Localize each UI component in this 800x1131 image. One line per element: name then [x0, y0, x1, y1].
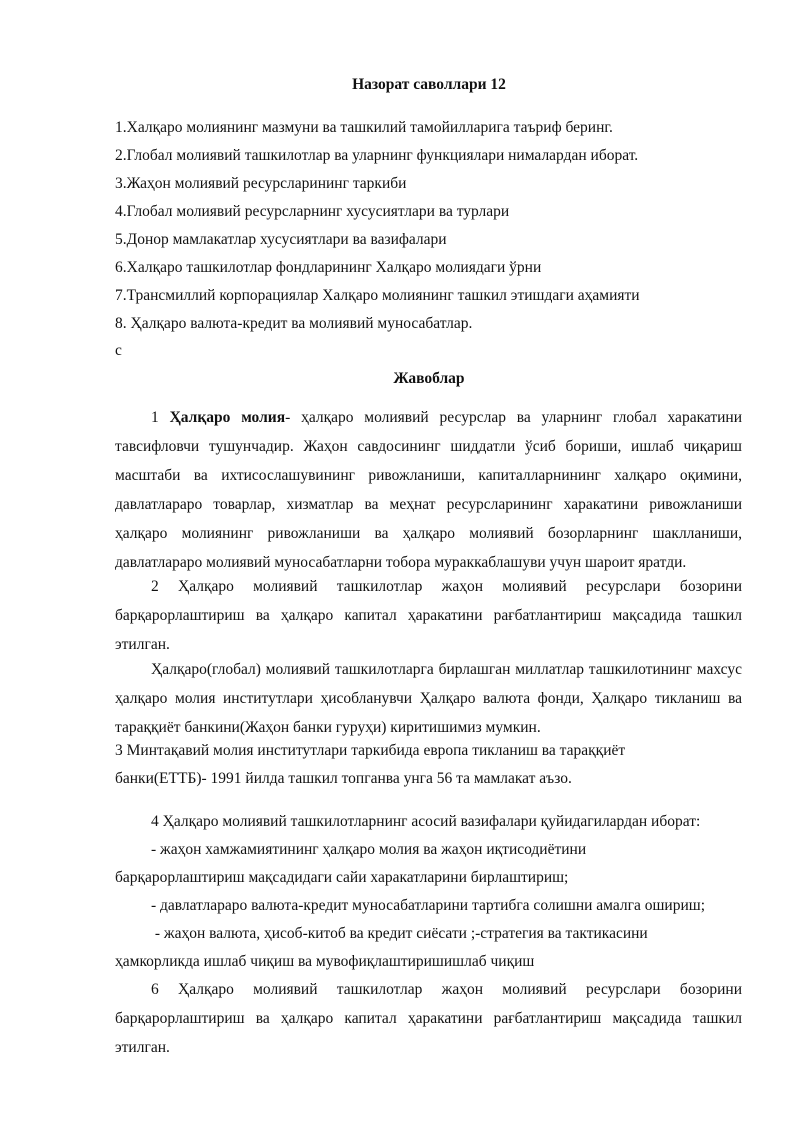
question-8: 8. Ҳалқаро валюта-кредит ва молиявий муносабатлар. — [115, 315, 473, 332]
answer-4-item-1-cont: барқарорлаштириш мақсадидаги сайи харакатларини бирлаштириш; — [115, 869, 569, 886]
answer-2: 2 Ҳалқаро молиявий ташкилотлар жаҳон молиявий ресурслари бозорини барқарорлаштириш ва ҳалқаро капитал ҳаракатини рағбатлантириш мақсадида ташкил этилган. — [115, 578, 742, 653]
question-7: 7.Трансмиллий корпорациялар Халқаро молиянинг ташкил этишдаги аҳамияти — [115, 287, 640, 304]
question-2: 2.Глобал молиявий ташкилотлар ва уларнинг функциялари нималардан иборат. — [115, 147, 639, 164]
answer-1-term: Ҳалқаро молия — [169, 409, 286, 426]
answer-4-item-2: - давлатлараро валюта-кредит муносабатларини тартибга солишни амалга ошириш; — [151, 897, 706, 914]
answer-4-item-3: - жаҳон валюта, ҳисоб-китоб ва кредит сиёсати ;-стратегия ва тактикасини — [151, 925, 648, 942]
question-6: 6.Халқаро ташкилотлар фондларининг Халқаро молиядаги ўрни — [115, 259, 542, 276]
question-3: 3.Жаҳон молиявий ресурсларининг таркиби — [115, 175, 407, 192]
answer-4-item-3-cont: ҳамкорликда ишлаб чиқиш ва мувофиқлаштиришишлаб чиқиш — [115, 953, 535, 970]
answers-title: Жавоблар — [393, 370, 465, 387]
answer-4-item-1: - жаҳон хамжамиятининг ҳалқаро молия ва жаҳон иқтисодиётини — [151, 841, 587, 858]
answer-1-number: 1 — [151, 409, 170, 426]
stray-character: с — [115, 342, 122, 359]
answer-2-continued: Ҳалқаро(глобал) молиявий ташкилотларга бирлашган миллатлар ташкилотининг махсус ҳалқаро молия институтлари ҳисобланувчи Ҳалқаро валюта фонди, Ҳалқаро тикланиш ва тараққиёт банкини(Жаҳон банки гуруҳи) киритишимиз мумкин. — [115, 661, 742, 736]
question-4: 4.Глобал молиявий ресурсларнинг хусусиятлари ва турлари — [115, 203, 510, 220]
answer-3-line-1: 3 Минтақавий молия институтлари таркибида европа тикланиш ва тараққиёт — [115, 742, 626, 759]
question-1: 1.Халқаро молиянинг мазмуни ва ташкилий тамойилларига таъриф беринг. — [115, 119, 613, 136]
answer-3-line-2: банки(ЕТТБ)- 1991 йилда ташкил топганва унга 56 та мамлакат аъзо. — [115, 770, 572, 787]
answer-1 — [115, 403, 742, 577]
answer-4-intro: 4 Ҳалқаро молиявий ташкилотларнинг асосий вазифалари қуйидагилардан иборат: — [151, 813, 701, 830]
page-title: Назорат саволлари 12 — [352, 76, 506, 93]
answer-1-text: - ҳалқаро молиявий ресурслар ва уларнинг глобал харакатини тавсифловчи тушунчадир. Жаҳон савдосининг шиддатли ўсиб бориши, ишлаб чиқариш масштаби ва ихтисослашувининг ривожланиши, капиталларнининг халқаро оқимини, давлатлараро товарлар, хизматлар ва меҳнат ресурсларининг харакатини ривожланиши ҳалқаро молиянинг ривожланиши ва ҳалқаро молиявий бозорларнинг шаклланиши, давлатлараро молиявий муносабатларни тобора мураккаблашуви учун шароит яратди. — [115, 409, 743, 571]
question-5: 5.Донор мамлакатлар хусусиятлари ва вазифалари — [115, 231, 447, 248]
answer-6: 6 Ҳалқаро молиявий ташкилотлар жаҳон молиявий ресурслари бозорини барқарорлаштириш ва ҳалқаро капитал ҳаракатини рағбатлантириш мақсадида ташкил этилган. — [115, 981, 742, 1056]
